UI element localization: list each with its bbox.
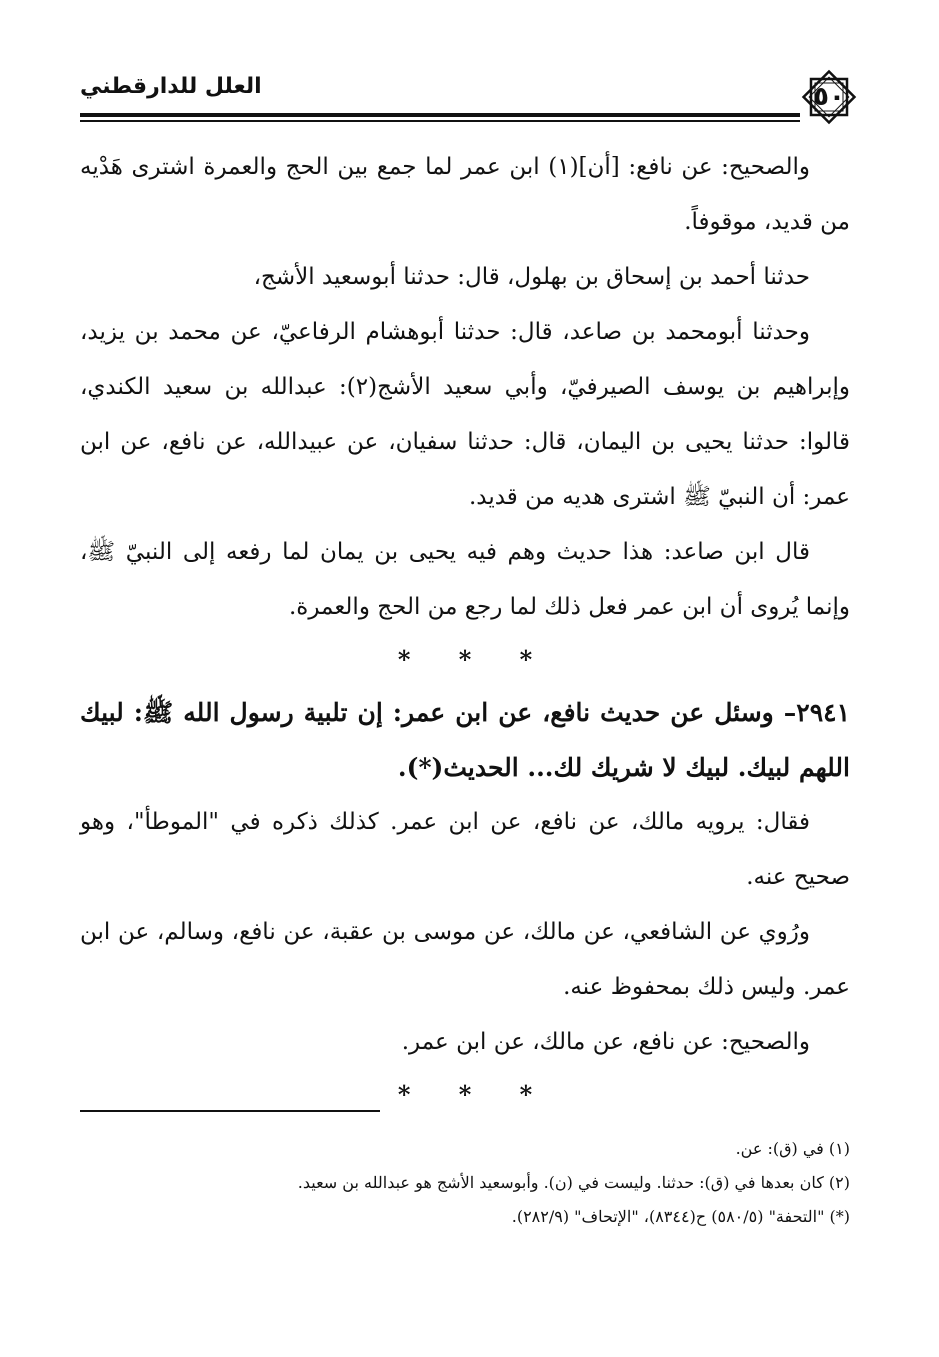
question-heading: ٢٩٤١– وسئل عن حديث نافع، عن ابن عمر: إن تلبية رسول الله ﷺ: لبيك اللهم لبيك. لبيك لا شريك لك... الحديث(*).: [80, 698, 850, 782]
page-number: ٥٠: [813, 82, 845, 112]
main-text: [80, 140, 850, 1120]
footnote: (*) "التحفة" (٥٨٠/٥) ح(٨٣٤٤)، "الإتحاف" (٢٨٢/٩).: [511, 1206, 850, 1226]
footnote-rule: [80, 1110, 380, 1112]
paragraph: فقال: يرويه مالك، عن نافع، عن ابن عمر. كذلك ذكره في "الموطأ"، وهو صحيح عنه.: [80, 809, 850, 890]
paragraph: حدثنا أحمد بن إسحاق بن بهلول، قال: حدثنا أبوسعيد الأشج،: [253, 264, 810, 290]
paragraph: والصحيح: عن نافع: [أن](١) ابن عمر لما جمع بين الحج والعمرة اشترى هَدْيه من قديد، موقوفاً.: [80, 154, 850, 235]
page-header: [80, 66, 860, 126]
footnote: (٢) كان بعدها في (ق): حدثنا. وليست في (ن). وأبوسعيد الأشج هو عبدالله بن سعيد.: [297, 1172, 850, 1192]
paragraph: والصحيح: عن نافع، عن مالك، عن ابن عمر.: [401, 1029, 810, 1055]
running-title: العلل للدارقطني: [80, 74, 262, 99]
paragraph: ورُوي عن الشافعي، عن مالك، عن موسى بن عقبة، عن نافع، وسالم، عن ابن عمر. وليس ذلك بمحفوظ عنه.: [80, 919, 850, 1000]
section-separator: * * *: [397, 1080, 533, 1109]
page-number-badge: [798, 66, 860, 128]
footnotes: [80, 1110, 850, 1234]
footnote: (١) في (ق): عن.: [735, 1138, 850, 1158]
header-rule-thin: [80, 120, 800, 122]
paragraph: وحدثنا أبومحمد بن صاعد، قال: حدثنا أبوهشام الرفاعيّ، عن محمد بن يزيد، وإبراهيم بن يوسف الصيرفيّ، وأبي سعيد الأشج(٢): عبدالله بن سعيد الكندي، قالوا: حدثنا يحيى بن اليمان، قال: حدثنا سفيان، عن عبيدالله، عن نافع، عن ابن عمر: أن النبيّ ﷺ اشترى هديه من قديد.: [80, 319, 851, 510]
header-rule-thick: [80, 113, 800, 117]
paragraph: قال ابن صاعد: هذا حديث وهم فيه يحيى بن يمان لما رفعه إلى النبيّ ﷺ، وإنما يُروى أن ابن عمر فعل ذلك لما رجع من الحج والعمرة.: [80, 539, 850, 620]
section-separator: * * *: [397, 645, 533, 674]
